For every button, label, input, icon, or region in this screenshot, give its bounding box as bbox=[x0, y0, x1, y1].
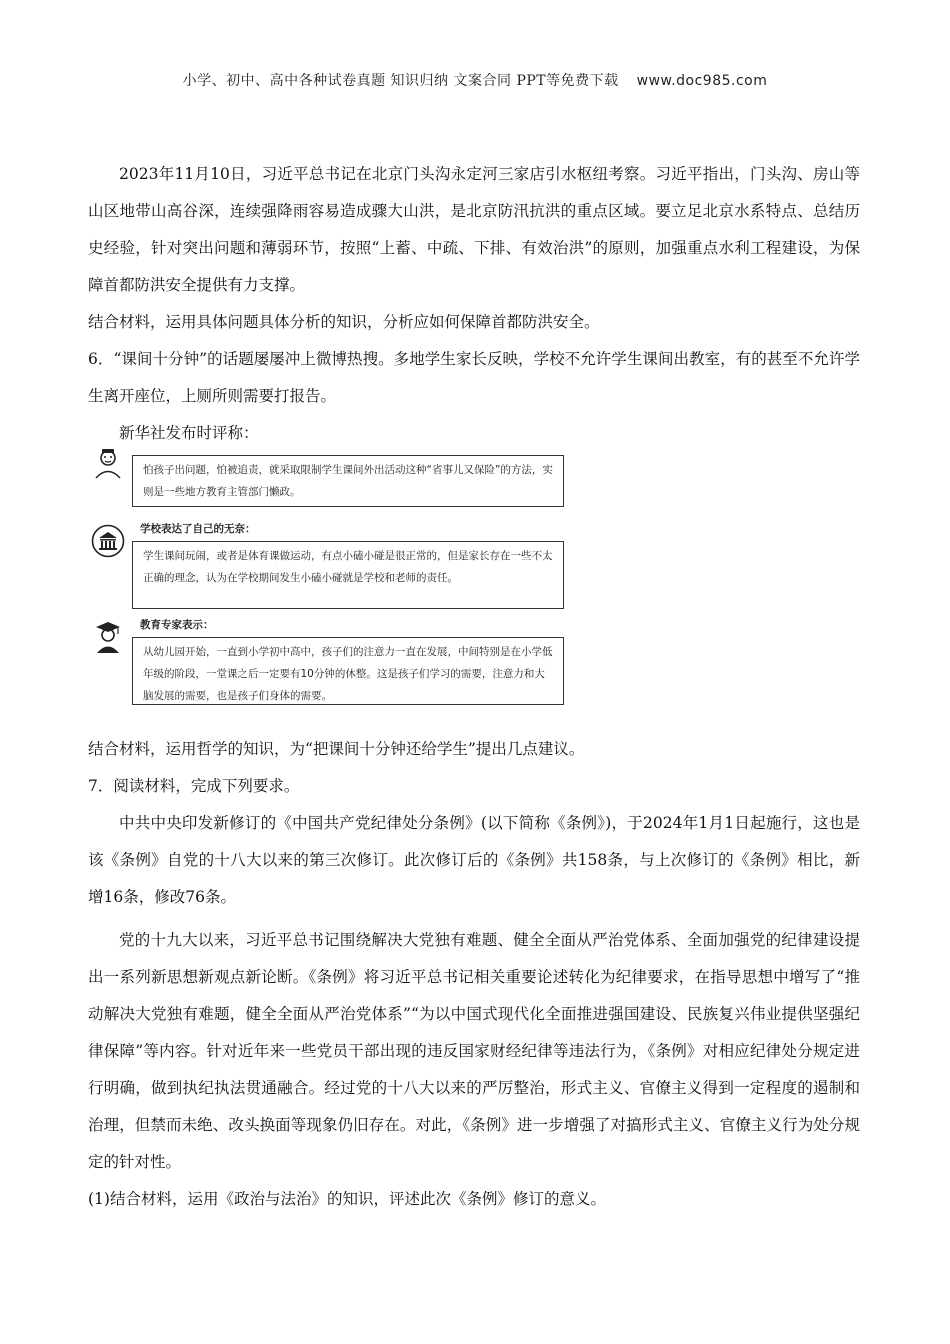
q6-question: 结合材料，运用哲学的知识，为“把课间十分钟还给学生”提出几点建议。 bbox=[88, 740, 585, 758]
header-site: www.doc985.com bbox=[636, 73, 768, 89]
q7-subquestion-1: (1)结合材料，运用《政治与法治》的知识，评述此次《条例》修订的意义。 bbox=[88, 1190, 606, 1208]
document-body-2 bbox=[88, 731, 860, 1218]
reporter-avatar-icon bbox=[90, 445, 126, 481]
document-body bbox=[88, 156, 860, 452]
comment-caption-2: 学校表达了自己的无奈： bbox=[140, 523, 256, 535]
comment-box-1: 怕孩子出问题，怕被追责，就采取限制学生课间外出活动这种“省事儿又保险”的方法，实则是一些地方教育主管部门懒政。 bbox=[132, 455, 564, 507]
comment-box-3: 从幼儿园开始，一直到小学初中高中，孩子们的注意力一直在发展，中间特别是在小学低年级的阶段，一堂课之后一定要有10分钟的休整。这是孩子们学习的需要，注意力和大脑发展的需要，也是孩子们身体的需要。 bbox=[132, 637, 564, 705]
q7-paragraph-1: 中共中央印发新修订的《中国共产党纪律处分条例》(以下简称《条例》)，于2024年1月1日起施行，这也是该《条例》自党的十八大以来的第三次修订。此次修订后的《条例》共158条，与上次修订的《条例》相比，新增16条，修改76条。 bbox=[88, 814, 860, 906]
q6-comment-lead: 新华社发布时评称： bbox=[119, 424, 259, 442]
q7-title: 7．阅读材料，完成下列要求。 bbox=[88, 777, 300, 795]
q6-intro: 6．“课间十分钟”的话题屡屡冲上微博热搜。多地学生家长反映，学校不允许学生课间出教室，有的甚至不允许学生离开座位，上厕所则需要打报告。 bbox=[88, 350, 860, 405]
comment-caption-3: 教育专家表示： bbox=[140, 619, 214, 631]
page-header bbox=[0, 70, 950, 90]
q5-material: 2023年11月10日，习近平总书记在北京门头沟永定河三家店引水枢纽考察。习近平指出，门头沟、房山等山区地带山高谷深，连续强降雨容易造成骤大山洪，是北京防汛抗洪的重点区域。要立足北京水系特点、总结历史经验，针对突出问题和薄弱环节，按照“上蓄、中疏、下排、有效治洪”的原则，加强重点水利工程建设，为保障首都防洪安全提供有力支撑。 bbox=[88, 165, 860, 294]
header-text: 小学、初中、高中各种试卷真题 知识归纳 文案合同 PPT等免费下载 bbox=[182, 73, 619, 89]
expert-avatar-icon bbox=[90, 619, 126, 655]
q5-question: 结合材料，运用具体问题具体分析的知识，分析应如何保障首都防洪安全。 bbox=[88, 313, 600, 331]
comment-box-2: 学生课间玩闹，或者是体育课做运动，有点小磕小碰是很正常的，但是家长存在一些不太正确的理念，认为在学校期间发生小磕小碰就是学校和老师的责任。 bbox=[132, 541, 564, 609]
comment-figure bbox=[88, 445, 578, 710]
school-building-icon bbox=[90, 523, 126, 559]
q7-paragraph-2: 党的十九大以来，习近平总书记围绕解决大党独有难题、健全全面从严治党体系、全面加强党的纪律建设提出一系列新思想新观点新论断。《条例》将习近平总书记相关重要论述转化为纪律要求，在指导思想中增写了“推动解决大党独有难题，健全全面从严治党体系”“为以中国式现代化全面推进强国建设、民族复兴伟业提供坚强纪律保障”等内容。针对近年来一些党员干部出现的违反国家财经纪律等违法行为，《条例》对相应纪律处分规定进行明确，做到执纪执法贯通融合。经过党的十八大以来的严厉整治，形式主义、官僚主义得到一定程度的遏制和治理，但禁而未绝、改头换面等现象仍旧存在。对此，《条例》进一步增强了对搞形式主义、官僚主义行为处分规定的针对性。 bbox=[88, 931, 860, 1171]
